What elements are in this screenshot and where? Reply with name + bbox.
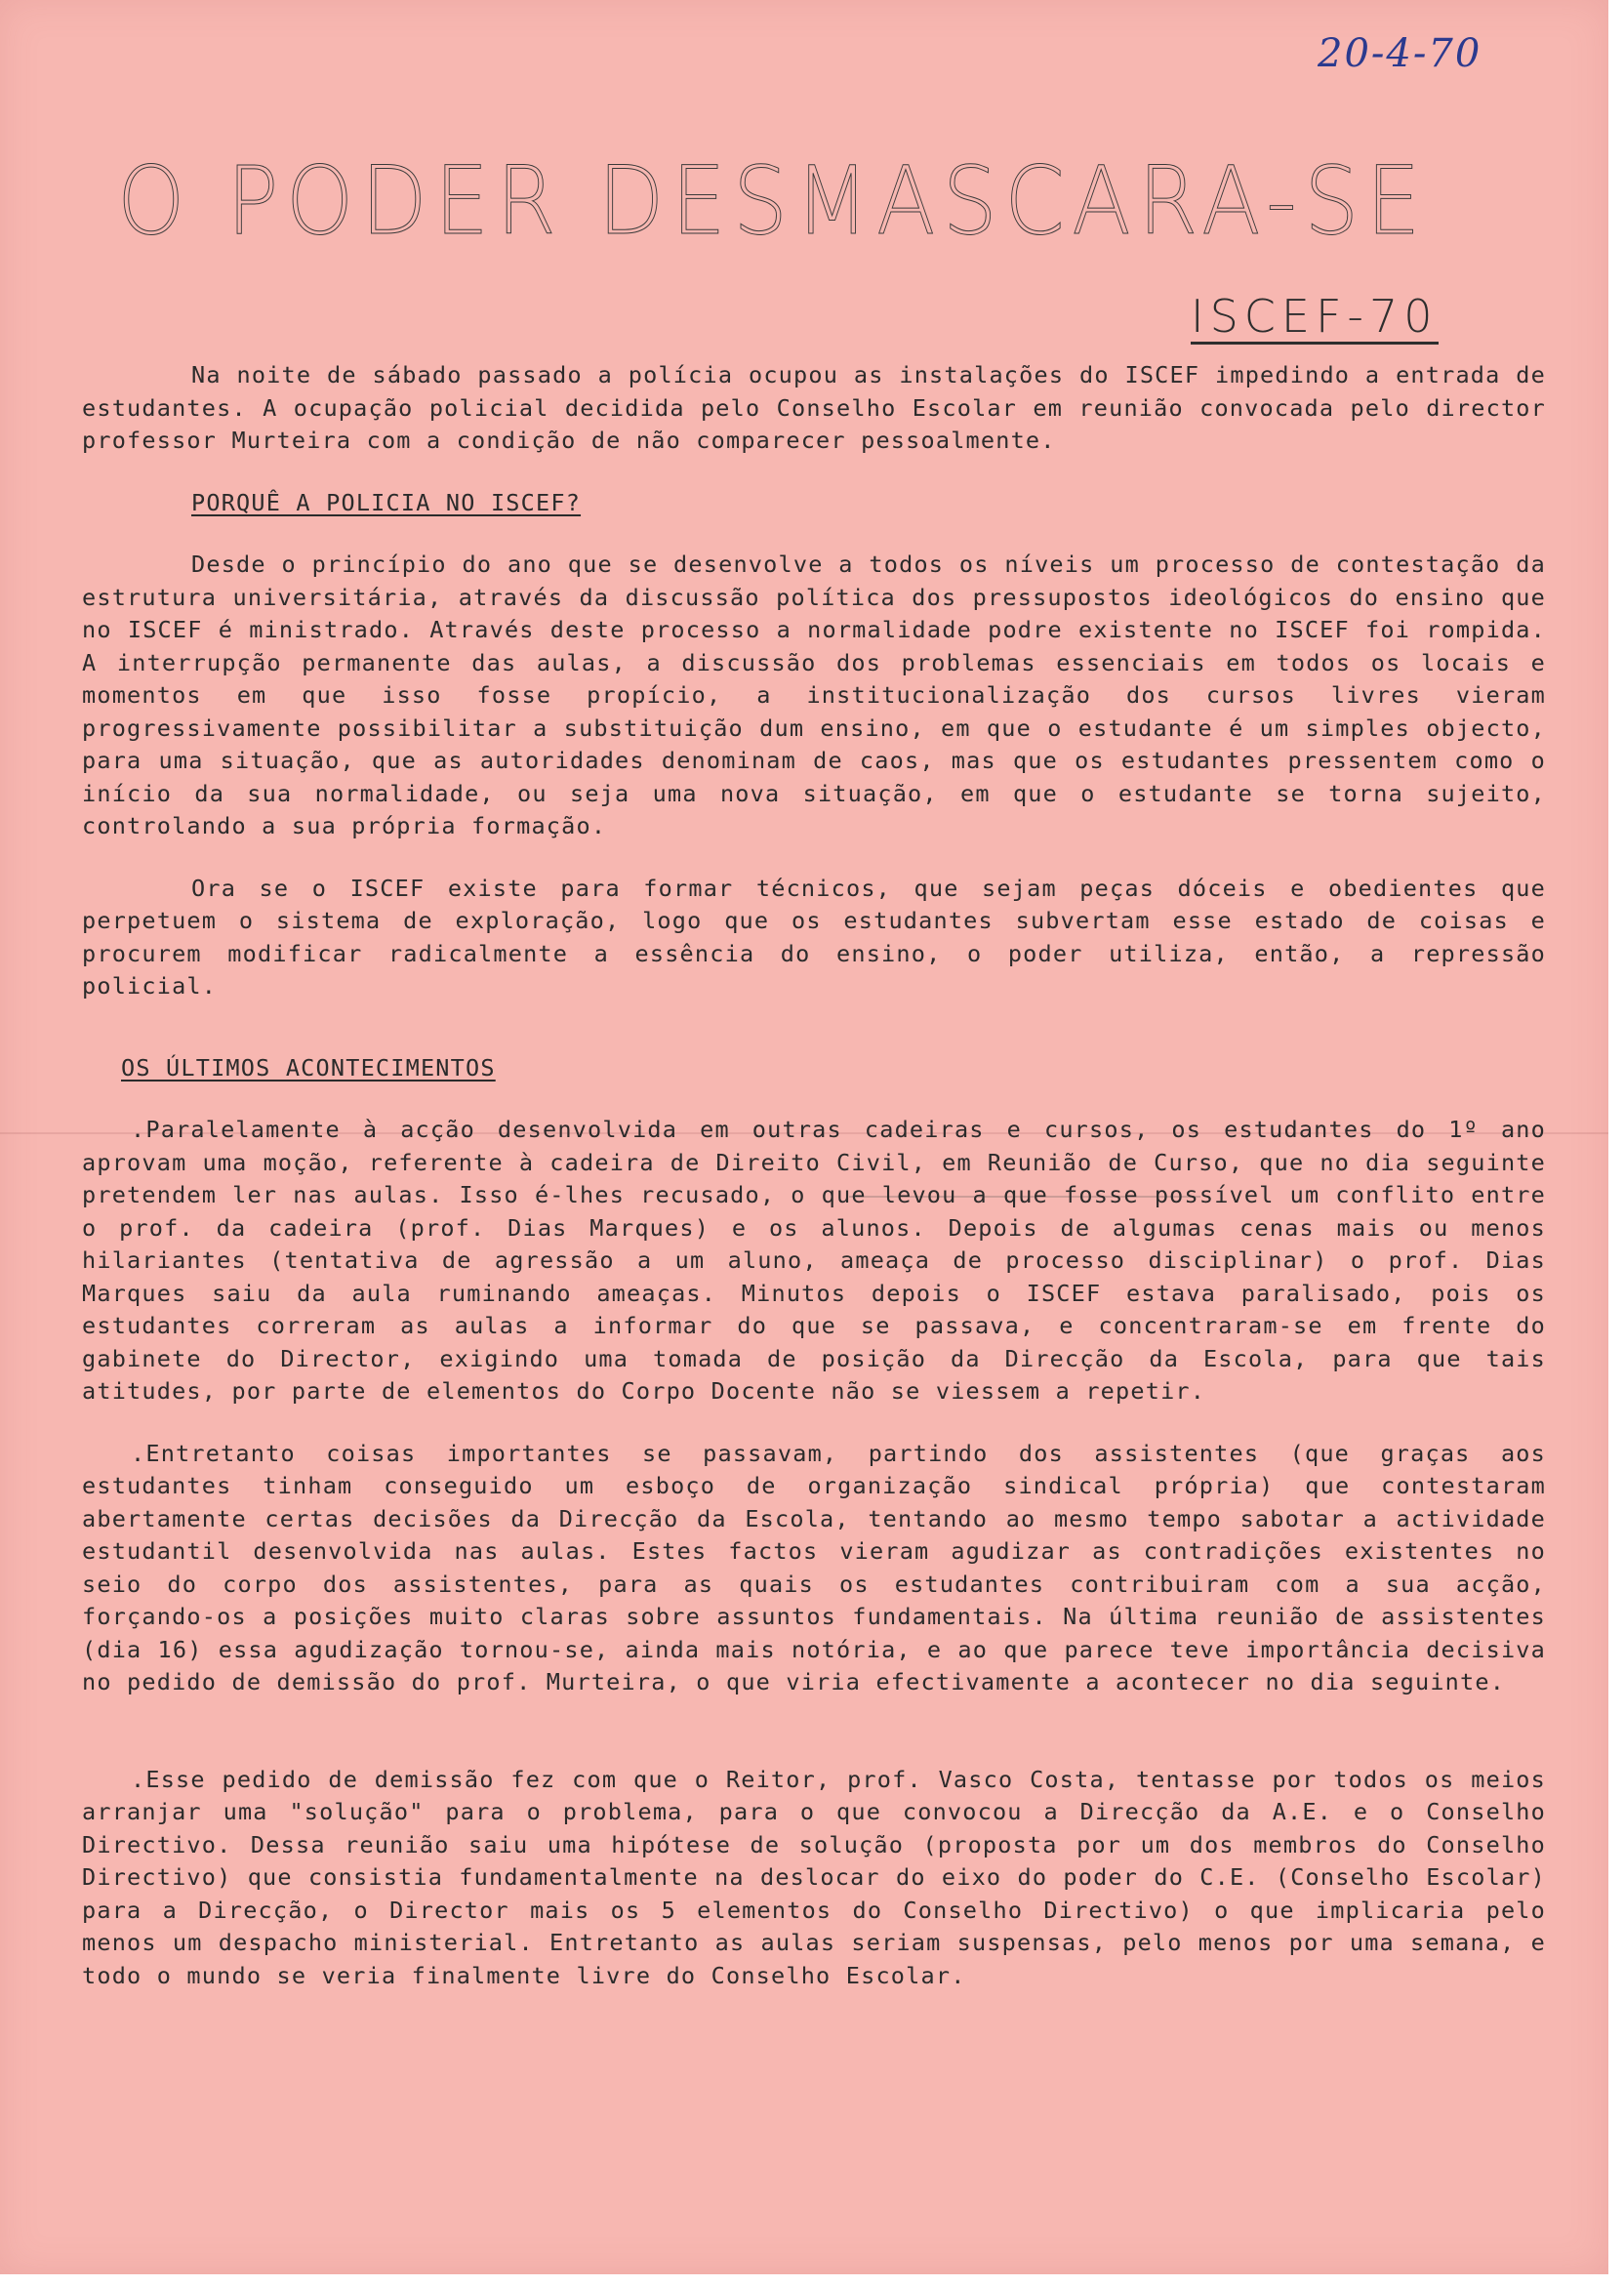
paragraph-5: .Esse pedido de demissão fez com que o Reitor, prof. Vasco Costa, tentasse por todos os meios arranjar uma "solução" para o problema, para o que convocou a Direcção da A.E. e o Conselho Directivo. Dessa reunião saiu uma hipótese de solução (proposta por um dos membros do Conselho Directivo) que consistia fundamentalmente na deslocar do eixo do poder do C.E. (Conselho Escolar) para a Direcção, o Director mais os 5 elementos do Conselho Directivo) o que implicaria pelo menos um despacho ministerial. Entretanto as aulas seriam suspensas, pelo menos por uma semana, e todo o mundo se veria finalmente livre do Conselho Escolar. bbox=[82, 1765, 1546, 1989]
subtitle: ISCEF-70 bbox=[1191, 290, 1439, 343]
section-heading-acontecimentos: OS ÚLTIMOS ACONTECIMENTOS bbox=[121, 1053, 496, 1082]
page-title: O PODER DESMASCARA-SE bbox=[117, 146, 1428, 256]
paragraph-4: .Entretanto coisas importantes se passavam, partindo dos assistentes (que graças aos estudantes tinham conseguido um esboço de organização sindical própria) que contestaram abertamente certas decisões da Direcção da Escola, tentando ao mesmo tempo sabotar a actividade estudantil desenvolvida nas aulas. Estes factos vieram agudizar as contradições existentes no seio do corpo dos assistentes, para as quais os estudantes contribuiram com a sua acção, forçando-os a posições muito claras sobre assuntos fundamentais. Na última reunião de assistentes (dia 16) essa agudização tornou-se, ainda mais notória, e ao que parece teve importância decisiva no pedido de demissão do prof. Murteira, o que viria efectivamente a acontecer no dia seguinte. bbox=[82, 1439, 1546, 1695]
paragraph-3: .Paralelamente à acção desenvolvida em outras cadeiras e cursos, os estudantes do 1º ano aprovam uma moção, referente à cadeira de Direito Civil, em Reunião de Curso, que no dia seguinte pretendem ler nas aulas. Isso é-lhes recusado, o que levou a que fosse possível um conflito entre o prof. da cadeira (prof. Dias Marques) e os alunos. Depois de algumas cenas mais ou menos hilariantes (tentativa de agressão a um aluno, ameaça de processo disciplinar) o prof. Dias Marques saiu da aula ruminando ameaças. Minutos depois o ISCEF estava paralisado, pois os estudantes correram as aulas a informar do que se passava, e concentraram-se em frente do gabinete do Director, exigindo uma tomada de posição da Direcção da Escola, para que tais atitudes, por parte de elementos do Corpo Docente não se viessem a repetir. bbox=[82, 1116, 1546, 1405]
document-body bbox=[82, 359, 1546, 1992]
paragraph-2: Ora se o ISCEF existe para formar técnicos, que sejam peças dóceis e obedientes que perpetuem o sistema de exploração, logo que os estudantes subvertam esse estado de coisas e procurem modificar radicalmente a essência do ensino, o poder utiliza, então, a repressão policial. bbox=[82, 874, 1546, 1000]
paragraph-1: Desde o princípio do ano que se desenvolve a todos os níveis um processo de contestação da estrutura universitária, através da discussão política dos pressupostos ideológicos do ensino que no ISCEF é ministrado. Através deste processo a normalidade podre existente no ISCEF foi rompida. A interrupção permanente das aulas, a discussão dos problemas essenciais em todos os locais e momentos em que isso fosse propício, a institucionalização dos cursos livres vieram progressivamente possibilitar a substituição dum ensino, em que o estudante é um simples objecto, para uma situação, que as autoridades denominam de caos, mas que os estudantes pressentem como o início da sua normalidade, ou seja uma nova situação, em que o estudante se torna sujeito, controlando a sua própria formação. bbox=[82, 551, 1546, 839]
handwritten-date: 20-4-70 bbox=[1318, 31, 1482, 76]
section-heading-porque: PORQUÊ A POLICIA NO ISCEF? bbox=[191, 488, 582, 516]
intro-paragraph: Na noite de sábado passado a polícia ocupou as instalações do ISCEF impedindo a entrada de estudantes. A ocupação policial decidida pelo Conselho Escolar em reunião convocada pelo director professor Murteira com a condição de não comparecer pessoalmente. bbox=[82, 361, 1546, 454]
